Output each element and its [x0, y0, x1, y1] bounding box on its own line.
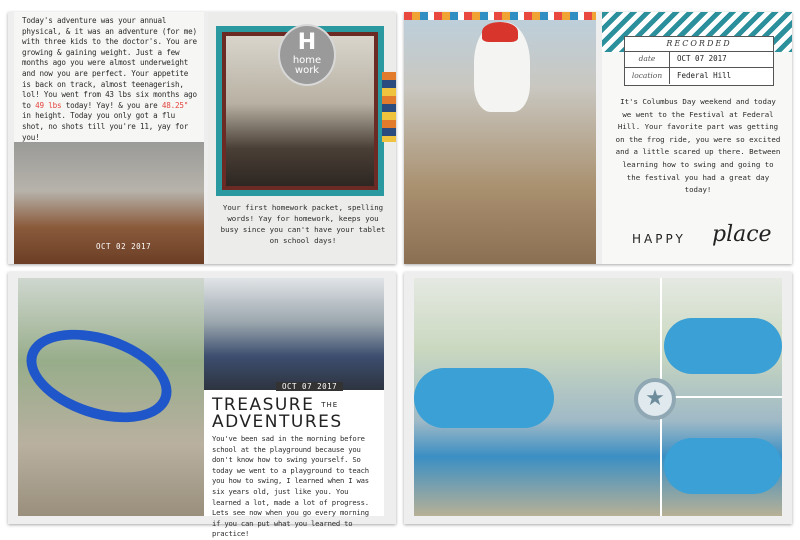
journal-segment: today! Yay! & you are	[61, 100, 162, 110]
blue-swing	[15, 313, 184, 439]
journal-card-festival	[602, 12, 792, 264]
homework-badge	[278, 24, 336, 86]
homework-card	[208, 12, 396, 264]
star-icon: ★	[634, 378, 676, 420]
pocket-page-frog-ride	[404, 272, 792, 524]
photo-frog-ride	[414, 278, 782, 516]
journal-card-playground	[204, 278, 384, 539]
pocket-page-festival	[404, 12, 792, 264]
ride-seat	[664, 318, 782, 374]
badge-line1: home	[292, 55, 322, 66]
date-label: date	[625, 51, 670, 67]
location-row	[625, 68, 773, 84]
rooster-comb	[482, 22, 518, 42]
decorative-stripes	[382, 72, 396, 142]
badge-line2: work	[294, 65, 320, 76]
title-adventures: ADVENTURES	[212, 412, 343, 432]
date-value: OCT 07 2017	[677, 54, 727, 63]
place-word: place	[712, 222, 772, 247]
happy-word: HAPPY	[632, 232, 686, 246]
date-row	[625, 51, 773, 68]
title-treasure: TREASURE	[212, 395, 315, 415]
date-stamp: OCT 02 2017	[96, 242, 152, 251]
recorded-label: RECORDED	[625, 37, 773, 52]
ride-seat	[664, 438, 782, 494]
photo-swing	[18, 278, 204, 516]
journal-text-homework: Your first homework packet, spelling words! Yay for homework, keeps you busy since you can't have your tablet on school days!	[220, 203, 386, 245]
journal-text-doctor	[22, 16, 198, 143]
decorative-band	[404, 12, 596, 20]
badge-letter: H	[297, 30, 317, 55]
journal-highlight-weight: 49 lbs	[35, 100, 62, 110]
pocket-page-doctor-homework	[8, 12, 396, 264]
journal-card-doctor	[14, 12, 204, 264]
location-value: Federal Hill	[677, 71, 732, 80]
photo-rooster-statue	[404, 12, 596, 264]
journal-highlight-height: 48.25"	[161, 100, 189, 110]
location-label: location	[625, 68, 670, 84]
ride-seat	[414, 368, 554, 428]
journal-segment: in height. Today you only got a flu shot, no shots till you're 11, yay for you!	[22, 111, 189, 142]
recorded-box	[624, 36, 774, 86]
title-the: THE	[321, 401, 339, 409]
date-stamp: OCT 07 2017	[276, 382, 343, 391]
photo-swing-from-below	[204, 278, 384, 390]
journal-text-playground: You've been sad in the morning before school at the playground because you don't know how to swing yourself. So today we went to a playground to teach you how to swing, I learned when I was six years old, just like you. You learned a lot, made a lot of progress. Lets see now when you go every morning if you can put what you learned to practice!	[212, 434, 369, 539]
journal-text-festival: It's Columbus Day weekend and today we went to the Festival at Federal Hill. Your favorite part was getting on the frog ride, you were so excited and a little scared up there. Between learning how to swing and going to the festival you had a great day today!	[615, 97, 781, 195]
photo-divider	[660, 396, 782, 398]
journal-segment: Today's adventure was your annual physical, & it was an adventure (for me) with three kids to the doctor's. You are growing & gaining weight. Just a few months ago you were almost underweight and now you are perfect. Your appetite is back on track, almost teenagerish, lol! You went from 43 lbs six months ago to	[22, 16, 197, 110]
pocket-page-playground	[8, 272, 396, 539]
